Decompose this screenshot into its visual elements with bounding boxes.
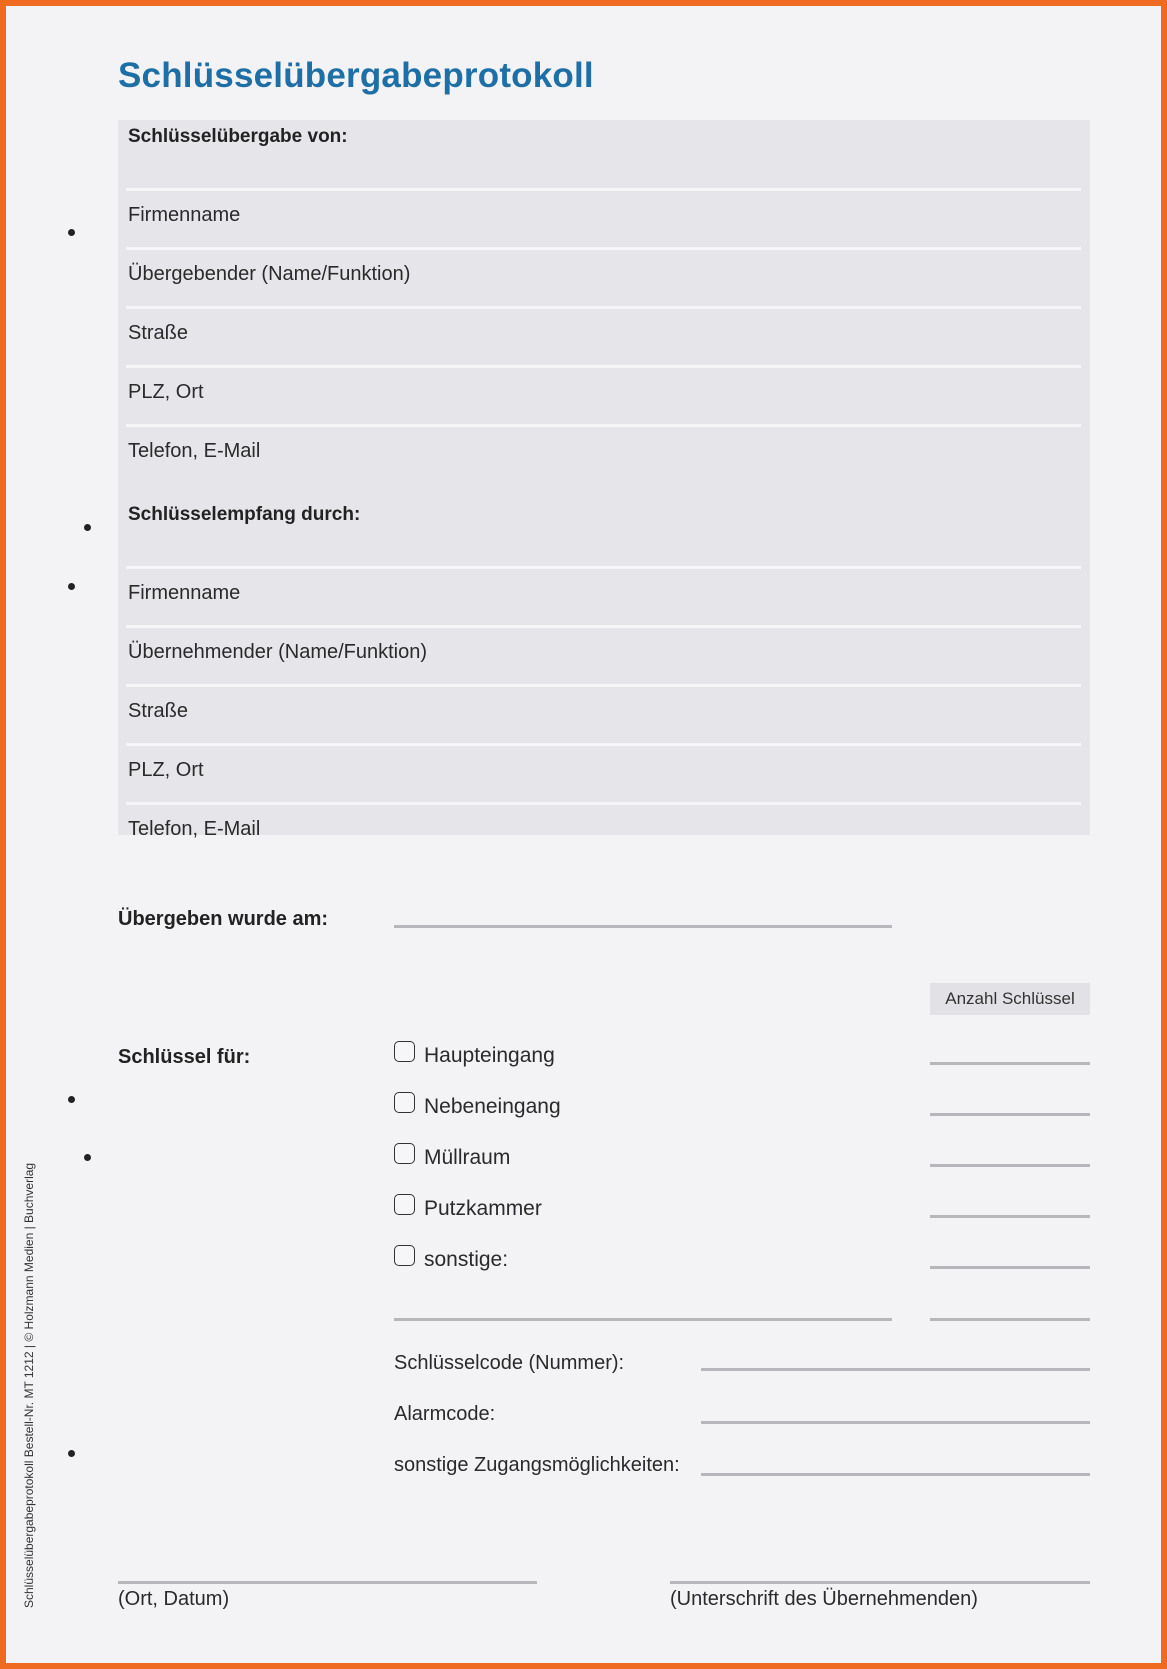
signature-line[interactable] — [670, 1581, 1090, 1584]
other-access-line[interactable] — [701, 1473, 1090, 1476]
checkbox[interactable] — [394, 1041, 415, 1062]
key-count-line[interactable] — [930, 1062, 1090, 1065]
other-key-line[interactable] — [394, 1318, 892, 1321]
to-field-label: Firmenname — [128, 582, 241, 604]
key-count-line[interactable] — [930, 1318, 1090, 1321]
key-count-line[interactable] — [930, 1266, 1090, 1269]
key-option-label: Putzkammer — [424, 1197, 542, 1220]
key-option-label: sonstige: — [424, 1248, 509, 1271]
from-field-label: Straße — [128, 322, 189, 344]
checkbox[interactable] — [394, 1245, 415, 1266]
punch-hole-dot — [68, 1450, 75, 1457]
punch-hole-dot — [84, 1154, 91, 1161]
key-code-line[interactable] — [701, 1368, 1090, 1371]
punch-hole-dot — [68, 229, 75, 236]
from-field-row[interactable] — [126, 306, 1081, 361]
key-option-label: Nebeneingang — [424, 1095, 561, 1118]
other-access-label: sonstige Zugangsmöglichkeiten: — [394, 1454, 680, 1476]
punch-hole-dot — [84, 524, 91, 531]
checkbox[interactable] — [394, 1194, 415, 1215]
to-field-row[interactable] — [126, 684, 1081, 739]
section-to-heading: Schlüsselempfang durch: — [128, 504, 361, 525]
from-field-row[interactable] — [126, 188, 1081, 243]
keys-for-label: Schlüssel für: — [118, 1046, 251, 1068]
checkbox[interactable] — [394, 1092, 415, 1113]
side-imprint-text: Schlüsselübergabeprotokoll Bestell-Nr. MT 1212 | © Holzmann Medien | Buchverlag — [22, 1162, 36, 1608]
alarm-code-line[interactable] — [701, 1421, 1090, 1424]
key-count-header: Anzahl Schlüssel — [930, 983, 1090, 1015]
from-field-row[interactable] — [126, 365, 1081, 420]
to-field-row[interactable] — [126, 802, 1081, 840]
to-field-label: PLZ, Ort — [128, 759, 204, 781]
signature-label: (Unterschrift des Übernehmenden) — [670, 1588, 978, 1610]
place-date-label: (Ort, Datum) — [118, 1588, 230, 1610]
from-field-label: PLZ, Ort — [128, 381, 204, 403]
to-field-label: Straße — [128, 700, 189, 722]
key-count-line[interactable] — [930, 1113, 1090, 1116]
from-field-label: Übergebender (Name/Funktion) — [128, 263, 411, 285]
to-field-label: Telefon, E-Mail — [128, 818, 261, 840]
to-field-label: Übernehmender (Name/Funktion) — [128, 641, 428, 663]
key-option-label: Müllraum — [424, 1146, 511, 1169]
from-field-row[interactable] — [126, 247, 1081, 302]
handover-date-label: Übergeben wurde am: — [118, 908, 329, 930]
from-field-row[interactable] — [126, 424, 1081, 479]
punch-hole-dot — [68, 583, 75, 590]
section-from-heading: Schlüsselübergabe von: — [128, 126, 348, 147]
to-field-row[interactable] — [126, 566, 1081, 621]
from-field-label: Telefon, E-Mail — [128, 440, 261, 462]
handover-date-line[interactable] — [394, 925, 892, 928]
place-date-line[interactable] — [118, 1581, 537, 1584]
key-code-label: Schlüsselcode (Nummer): — [394, 1352, 625, 1374]
to-field-row[interactable] — [126, 743, 1081, 798]
page-title: Schlüsselübergabeprotokoll — [118, 56, 594, 95]
key-option-label: Haupteingang — [424, 1044, 555, 1067]
key-count-line[interactable] — [930, 1164, 1090, 1167]
alarm-code-label: Alarmcode: — [394, 1403, 496, 1425]
to-field-row[interactable] — [126, 625, 1081, 680]
key-count-line[interactable] — [930, 1215, 1090, 1218]
address-panel — [118, 120, 1090, 840]
from-field-label: Firmenname — [128, 204, 241, 226]
checkbox[interactable] — [394, 1143, 415, 1164]
punch-hole-dot — [68, 1096, 75, 1103]
